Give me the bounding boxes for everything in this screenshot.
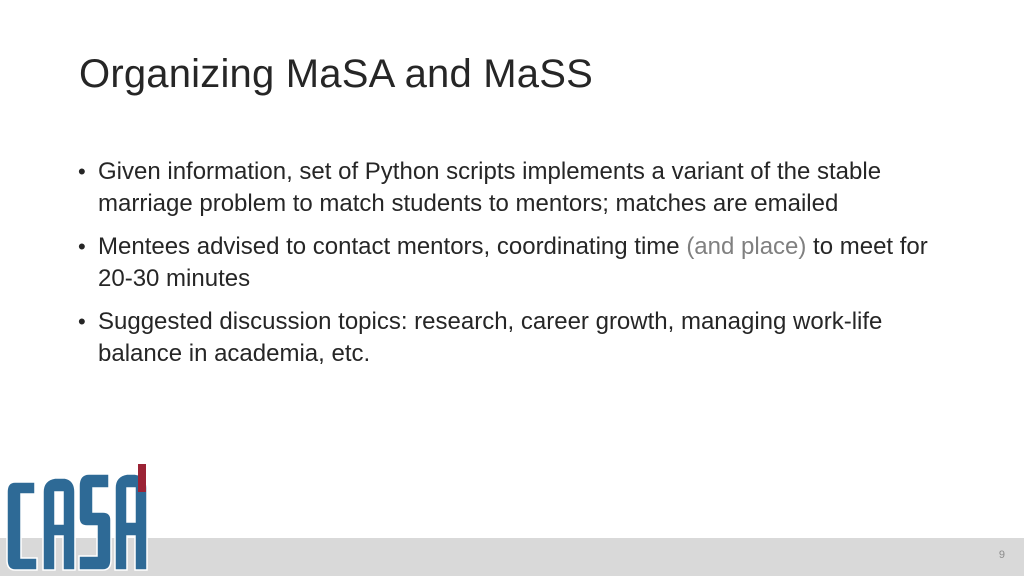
logo-letter-c [7, 482, 37, 570]
bullet-text: Suggested discussion topics: research, career growth, managing work-life balance in academia, etc. [98, 308, 883, 367]
logo-letter-s [79, 474, 111, 570]
bullet-marker: • [78, 234, 86, 259]
bullet-marker: • [78, 309, 86, 334]
bullet-item-2 [78, 231, 958, 295]
bullet-item-1 [78, 156, 958, 220]
footer-bar [0, 538, 1024, 576]
casa-logo [5, 462, 150, 576]
logo-letter-a-1 [43, 478, 75, 570]
bullet-text-after: to meet for 20-30 minutes [98, 233, 928, 292]
bullet-list [78, 156, 958, 381]
logo-accent-mark [138, 464, 146, 492]
slide-title: Organizing MaSA and MaSS [79, 52, 593, 96]
bullet-item-3 [78, 306, 958, 370]
page-number: 9 [998, 549, 1005, 561]
bullet-text-before: Mentees advised to contact mentors, coordinating time [98, 233, 687, 260]
bullet-marker: • [78, 159, 86, 184]
bullet-text-muted: (and place) [686, 233, 807, 260]
bullet-text: Given information, set of Python scripts implements a variant of the stable marriage problem to match students to mentors; matches are emailed [98, 158, 882, 217]
